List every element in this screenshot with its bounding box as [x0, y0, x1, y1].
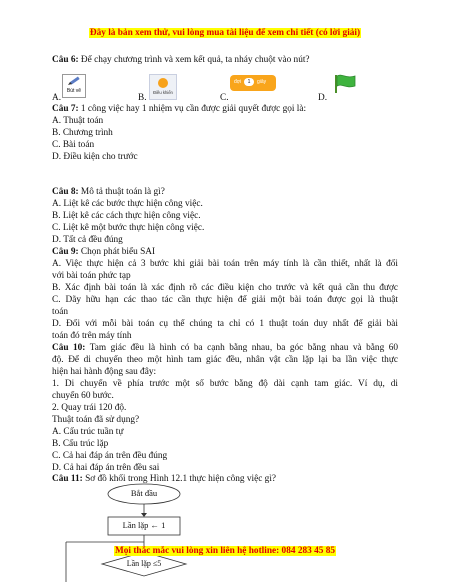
- footer-banner-text: Mọi thắc mắc vui lòng xin liên hệ hotline: 084 283 45 85: [114, 546, 336, 556]
- flowchart: [60, 482, 310, 582]
- flowchart-condition-label: Lần lặp ≤5: [126, 559, 162, 568]
- flowchart-init-label: Lần lặp ← 1: [122, 520, 166, 530]
- wait-block-button[interactable]: [230, 75, 276, 91]
- question-9-option-d-line-2: toán đó trên máy tính: [52, 331, 132, 341]
- paint-editor-label: Bút vẽ: [66, 88, 82, 94]
- wait-block-unit: giây: [257, 79, 267, 85]
- question-9-option-a-line-1: A. Việc thực hiện cả 3 bước khi giải bài toán trên máy tính là cần thiết, nhất là đối: [52, 259, 398, 269]
- question-7-text: 1 công việc hay 1 nhiệm vụ cần được giải quyết được gọi là:: [78, 104, 307, 114]
- question-10-label: Câu 10:: [52, 343, 86, 353]
- question-10-line-4: 1. Di chuyển về phía trước một số bước bằng độ dài cạnh tam giác. Ví dụ, di: [52, 379, 398, 389]
- question-10-line-5: chuyển 60 bước.: [52, 391, 114, 401]
- question-8-option-d: D. Tất cả đều đúng: [52, 235, 123, 245]
- question-10-line-3: hiện hai hành động sau đây:: [52, 367, 157, 377]
- question-7-option-b: B. Chương trình: [52, 128, 113, 138]
- header-banner: [0, 28, 450, 38]
- control-category-button[interactable]: [149, 74, 177, 100]
- question-8-option-c: C. Liệt kê một bước thực hiện công việc.: [52, 223, 205, 233]
- question-10-line-6: 2. Quay trái 120 độ.: [52, 403, 127, 413]
- green-flag-icon: [333, 74, 357, 94]
- question-9-option-c-line-1: C. Dãy hữu hạn các thao tác cần thực hiện để giải một bài toán được gọi là thuật: [52, 295, 398, 305]
- question-10-line-2: độ. Để di chuyển theo một hình tam giác đều, nhân vật cần lặp lại ba lần việc thực: [52, 355, 398, 365]
- question-8: [52, 187, 398, 198]
- question-10-line-1: [52, 343, 398, 354]
- question-9-option-a-line-2: với bài toán phức tạp: [52, 271, 131, 281]
- question-9-text: Chọn phát biểu SAI: [78, 247, 156, 257]
- question-10-option-b: B. Cấu trúc lặp: [52, 439, 109, 449]
- question-7-option-a: A. Thuật toán: [52, 116, 104, 126]
- question-11-label: Câu 11:: [52, 474, 83, 484]
- option-d-label: D.: [318, 93, 328, 103]
- question-10-option-d: D. Cả hai đáp án trên đều sai: [52, 463, 160, 473]
- footer-banner: [0, 546, 450, 556]
- flowchart-start-label: Bắt đầu: [130, 488, 158, 498]
- question-7: [52, 104, 398, 115]
- control-category-label: Điều khiển: [153, 90, 173, 95]
- question-7-option-c: C. Bài toán: [52, 140, 95, 150]
- paint-editor-button[interactable]: [62, 74, 86, 98]
- flowchart-arrow-1-head: [141, 513, 147, 517]
- question-11-text: Sơ đồ khối trong Hình 12.1 thực hiện công việc gì?: [82, 474, 277, 484]
- question-9-option-c-line-2: toán: [52, 307, 69, 317]
- option-a-label: A.: [52, 93, 62, 103]
- question-10-text-1: Tam giác đều là hình có ba cạnh bằng nhau, ba góc bằng nhau và bằng 60: [85, 343, 398, 353]
- header-banner-text: Đây là bản xem thử, vui lòng mua tài liệu để xem chi tiết (có lời giải): [89, 28, 361, 38]
- question-10-option-c: C. Cả hai đáp án trên đều đúng: [52, 451, 168, 461]
- wait-block-value: 1: [244, 78, 254, 86]
- question-8-option-b: B. Liệt kê các cách thực hiện công việc.: [52, 211, 201, 221]
- question-9-option-b: B. Xác định bài toán là xác định rõ các điều kiện cho trước và kết quả cần thu được: [52, 283, 398, 293]
- green-flag-button[interactable]: [333, 74, 357, 94]
- option-b-label: B.: [138, 93, 147, 103]
- question-6-options: [52, 74, 398, 104]
- question-10-option-a: A. Cấu trúc tuần tự: [52, 427, 124, 437]
- question-8-text: Mô tả thuật toán là gì?: [78, 187, 165, 197]
- option-c-label: C.: [220, 93, 229, 103]
- question-7-label: Câu 7:: [52, 104, 79, 114]
- question-9: [52, 247, 398, 258]
- question-9-option-d-line-1: D. Đối với mỗi bài toán cụ thể chúng ta chỉ có 1 thuật toán duy nhất để giải bài: [52, 319, 398, 329]
- pencil-icon: [63, 76, 85, 88]
- wait-block-label: đợi: [234, 79, 242, 85]
- question-8-option-a: A. Liệt kê các bước thực hiện công việc.: [52, 199, 203, 209]
- question-6: [52, 55, 398, 66]
- question-6-text: Để chạy chương trình và xem kết quả, ta nháy chuột vào nút?: [78, 55, 310, 65]
- question-7-option-d: D. Điều kiện cho trước: [52, 152, 138, 162]
- question-6-label: Câu 6:: [52, 55, 79, 65]
- question-9-label: Câu 9:: [52, 247, 79, 257]
- control-category-icon: [158, 78, 168, 88]
- question-8-label: Câu 8:: [52, 187, 79, 197]
- question-10-line-7: Thuật toán đã sử dụng?: [52, 415, 140, 425]
